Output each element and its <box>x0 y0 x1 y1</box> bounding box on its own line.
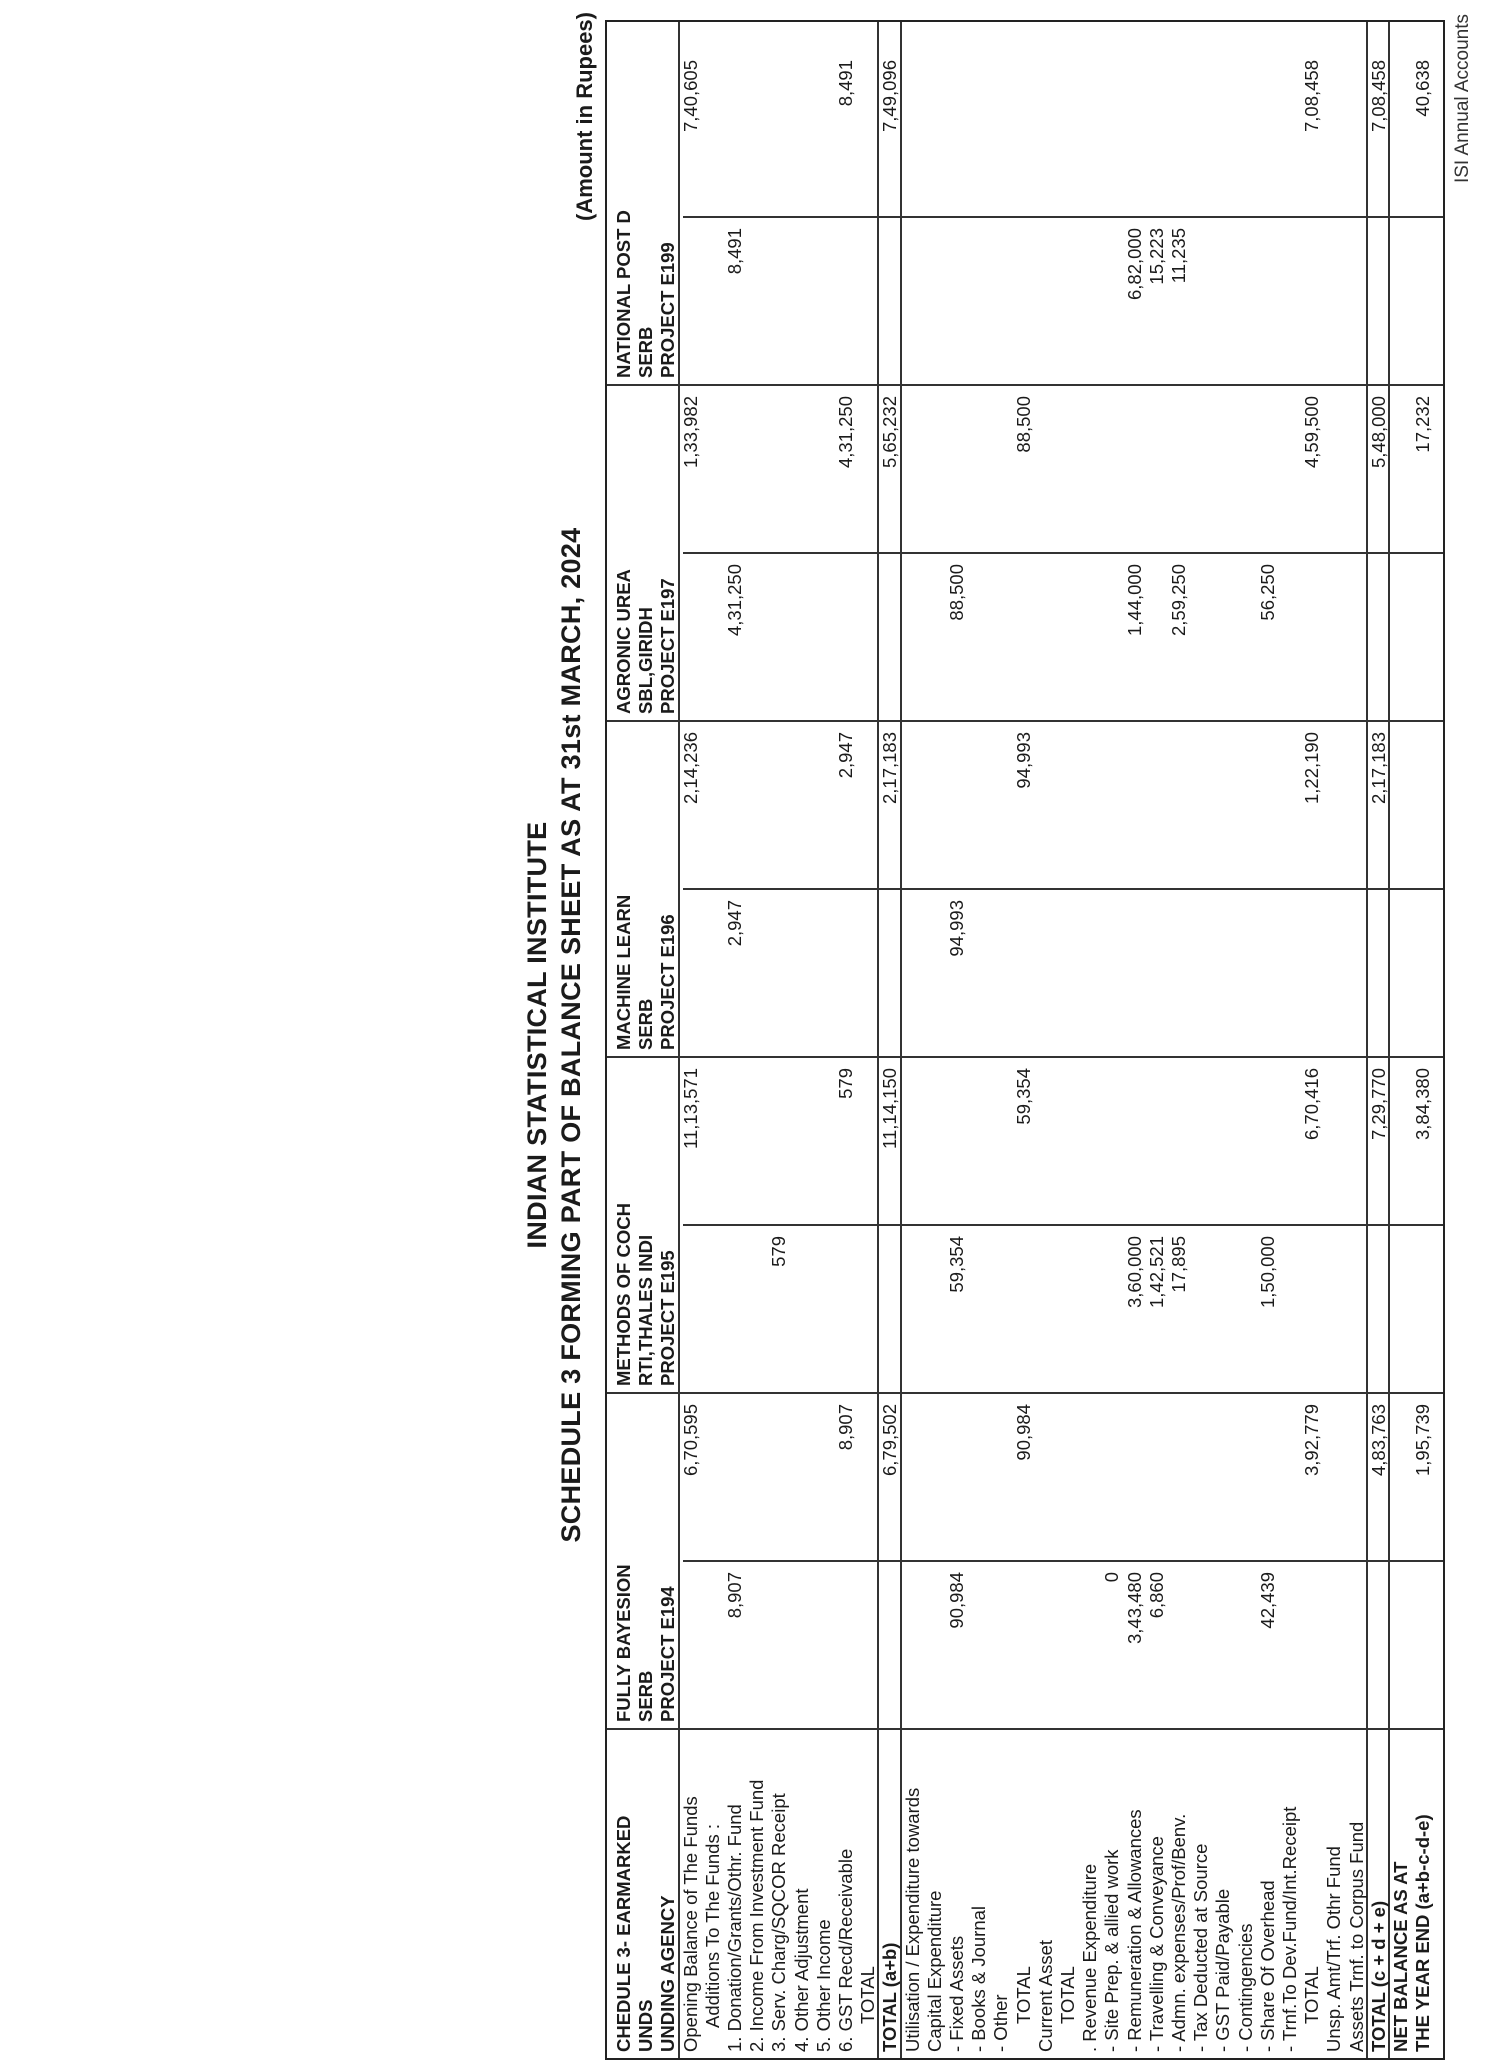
value-travelling: 1,42,521 <box>1145 1236 1167 1309</box>
value-total-capex: 59,354 <box>1012 1068 1034 1125</box>
row-label-unsp: Unsp. Amt/Trf. Othr Fund <box>1323 1846 1345 2052</box>
grid-vline <box>683 888 1443 890</box>
value-total-ab: 11,14,150 <box>879 1068 901 1149</box>
row-label-funds: UNDS <box>635 1999 657 2052</box>
value-gst-total: 8,907 <box>835 1404 856 1451</box>
row-label-capex: Capital Expenditure <box>923 1890 945 2052</box>
value-site-prep: 0 <box>1101 1572 1123 1583</box>
row-label-assets-trnf: Assets Trnf. to Corpus Fund <box>1345 1821 1367 2052</box>
value-remuneration: 6,82,000 <box>1123 228 1145 301</box>
grid-vline <box>607 720 1443 722</box>
project-code-header: PROJECT E196 <box>657 914 679 1050</box>
value-overhead: 42,439 <box>1256 1572 1278 1629</box>
value-total-ab: 6,79,502 <box>879 1404 901 1477</box>
row-label-fixed-assets: - Fixed Assets <box>946 1935 967 2052</box>
row-label-other: - Other <box>990 1994 1012 2052</box>
value-remuneration: 3,43,480 <box>1123 1572 1145 1645</box>
row-label-other-adj: 4. Other Adjustment <box>790 1888 812 2052</box>
value-total-capex: 88,500 <box>1012 396 1034 453</box>
value-opening: 6,70,595 <box>679 1404 701 1477</box>
amount-unit-note: (Amount in Rupees) <box>572 12 597 221</box>
project-name-header: MACHINE LEARN <box>613 894 634 1050</box>
project-agency-header: SERB <box>635 998 657 1050</box>
value-year-end: 17,232 <box>1412 396 1434 453</box>
value-total-ab: 2,17,183 <box>879 732 901 805</box>
row-label-books: - Books & Journal <box>968 1905 990 2052</box>
row-label-tds: - Tax Deducted at Source <box>1190 1843 1212 2052</box>
grid-vline <box>683 552 1443 554</box>
value-fixed-assets: 88,500 <box>946 564 967 621</box>
value-total-rev: 7,08,458 <box>1301 60 1323 133</box>
row-label-contingencies: - Contingencies <box>1234 1923 1256 2052</box>
value-gst-total: 4,31,250 <box>835 396 856 469</box>
value-admn: 11,235 <box>1168 228 1189 284</box>
row-label-agency: UNDING AGENCY <box>657 1895 679 2052</box>
value-opening: 1,33,982 <box>679 396 701 469</box>
project-name-header: FULLY BAYESION <box>613 1564 634 1722</box>
value-serv-charg: 579 <box>768 1236 790 1267</box>
value-total-ab: 5,65,232 <box>879 396 901 469</box>
value-admn: 2,59,250 <box>1168 564 1189 637</box>
grid-hline <box>877 22 879 2058</box>
grid-vline <box>607 1728 1443 1730</box>
row-label-total-a: TOTAL <box>857 1966 879 2024</box>
grid-vline <box>683 1224 1443 1226</box>
project-name-header: NATIONAL POST D <box>613 210 634 378</box>
row-label-total-capex: TOTAL <box>1012 1966 1034 2024</box>
row-label-site-prep: - Site Prep. & allied work <box>1101 1849 1123 2052</box>
row-label-trnf: - Trnf.To Dev.Fund/Int.Receipt <box>1279 1806 1300 2052</box>
grid-vline <box>607 1392 1443 1394</box>
value-total-capex: 94,993 <box>1012 732 1034 789</box>
value-donation: 8,907 <box>724 1572 745 1619</box>
row-label-total-cde: TOTAL (c + d + e) <box>1367 1900 1389 2052</box>
value-overhead: 1,50,000 <box>1256 1236 1278 1309</box>
project-code-header: PROJECT E199 <box>657 242 679 378</box>
value-gst-total: 2,947 <box>835 732 856 779</box>
value-total-cde: 2,17,183 <box>1367 732 1389 805</box>
value-donation: 8,491 <box>724 228 745 275</box>
value-admn: 17,895 <box>1168 1236 1189 1293</box>
row-label-current-asset: Current Asset <box>1034 1939 1056 2052</box>
row-label-schedule: CHEDULE 3- EARMARKED <box>613 1815 634 2052</box>
value-total-rev: 1,22,190 <box>1301 732 1323 805</box>
row-label-opening: Opening Balance of The Funds <box>679 1796 701 2052</box>
value-remuneration: 1,44,000 <box>1123 564 1145 637</box>
project-agency-header: SERB <box>635 1670 657 1722</box>
value-opening: 7,40,605 <box>679 60 701 133</box>
project-code-header: PROJECT E197 <box>657 578 679 714</box>
institute-title: INDIAN STATISTICAL INSTITUTE <box>522 821 552 1249</box>
row-label-other-income: 5. Other Income <box>812 1919 834 2052</box>
project-name-header: METHODS OF COCH <box>613 1203 634 1386</box>
value-total-rev: 3,92,779 <box>1301 1404 1323 1477</box>
value-fixed-assets: 59,354 <box>946 1236 967 1293</box>
grid-hline <box>900 22 902 2058</box>
value-total-cde: 7,29,770 <box>1367 1068 1389 1141</box>
value-total-rev: 6,70,416 <box>1301 1068 1323 1141</box>
footer-note: ISI Annual Accounts <box>1452 14 1473 184</box>
value-fixed-assets: 94,993 <box>946 900 967 957</box>
grid-vline <box>683 1560 1443 1562</box>
row-label-net-balance: NET BALANCE AS AT <box>1390 1861 1411 2052</box>
value-overhead: 56,250 <box>1256 564 1278 621</box>
value-year-end: 3,84,380 <box>1412 1068 1434 1141</box>
value-total-ab: 7,49,096 <box>879 60 901 133</box>
value-travelling: 6,860 <box>1145 1572 1167 1619</box>
row-label-total-ab: TOTAL (a+b) <box>879 1942 901 2052</box>
value-opening: 11,13,571 <box>679 1068 701 1149</box>
row-label-gst-recd: 6. GST Recd/Receivable <box>835 1848 856 2052</box>
value-fixed-assets: 90,984 <box>946 1572 967 1629</box>
project-agency-header: RTI,THALES INDI <box>635 1234 657 1386</box>
value-total-cde: 7,08,458 <box>1367 60 1389 133</box>
row-label-remuneration: - Remuneration & Allowances <box>1123 1809 1145 2052</box>
project-code-header: PROJECT E194 <box>657 1586 679 1722</box>
value-travelling: 15,223 <box>1145 228 1167 285</box>
row-label-revenue: . Revenue Expenditure <box>1079 1863 1101 2052</box>
value-year-end: 40,638 <box>1412 60 1434 117</box>
value-remuneration: 3,60,000 <box>1123 1236 1145 1309</box>
grid-vline <box>607 384 1443 386</box>
project-name-header: AGRONIC UREA <box>613 569 634 714</box>
schedule-table <box>605 20 1445 2060</box>
row-label-additions: Additions To The Funds : <box>701 1824 723 2028</box>
row-label-income-inv: 2. Income From Investment Fund <box>746 1779 768 2052</box>
project-code-header: PROJECT E195 <box>657 1250 679 1386</box>
grid-vline <box>683 216 1443 218</box>
row-label-total-rev: TOTAL <box>1301 1966 1323 2024</box>
row-label-serv-charg: 3. Serv. Charg/SQCOR Receipt <box>768 1793 790 2052</box>
value-year-end: 1,95,739 <box>1412 1404 1434 1477</box>
value-donation: 2,947 <box>724 900 745 947</box>
grid-hline <box>1366 22 1368 2058</box>
row-label-total-ca: TOTAL <box>1057 1966 1078 2024</box>
row-label-donation: 1. Donation/Grants/Othr. Fund <box>724 1804 745 2052</box>
value-gst-total: 579 <box>835 1068 856 1099</box>
value-gst-total: 8,491 <box>835 60 856 107</box>
schedule-title: SCHEDULE 3 FORMING PART OF BALANCE SHEET AS AT 31st MARCH, 2024 <box>556 527 586 1543</box>
row-label-admn: - Admn. expenses/Prof/Benv. <box>1168 1813 1189 2052</box>
value-opening: 2,14,236 <box>679 732 701 805</box>
value-total-rev: 4,59,500 <box>1301 396 1323 469</box>
value-total-capex: 90,984 <box>1012 1404 1034 1461</box>
value-total-cde: 4,83,763 <box>1367 1404 1389 1477</box>
project-agency-header: SERB <box>635 326 657 378</box>
grid-vline <box>607 1056 1443 1058</box>
row-label-utilisation: Utilisation / Expenditure towards <box>901 1787 923 2052</box>
value-total-cde: 5,48,000 <box>1367 396 1389 469</box>
row-label-travelling: - Travelling & Conveyance <box>1145 1836 1167 2052</box>
row-label-overhead: - Share Of Overhead <box>1256 1880 1278 2052</box>
value-donation: 4,31,250 <box>724 564 745 637</box>
row-label-year-end: THE YEAR END (a+b-c-d-e) <box>1412 1814 1434 2052</box>
project-agency-header: SBL,GIRIDH <box>635 607 657 714</box>
row-label-gst-paid: - GST Paid/Payable <box>1212 1888 1234 2052</box>
grid-hline <box>1388 22 1390 2058</box>
